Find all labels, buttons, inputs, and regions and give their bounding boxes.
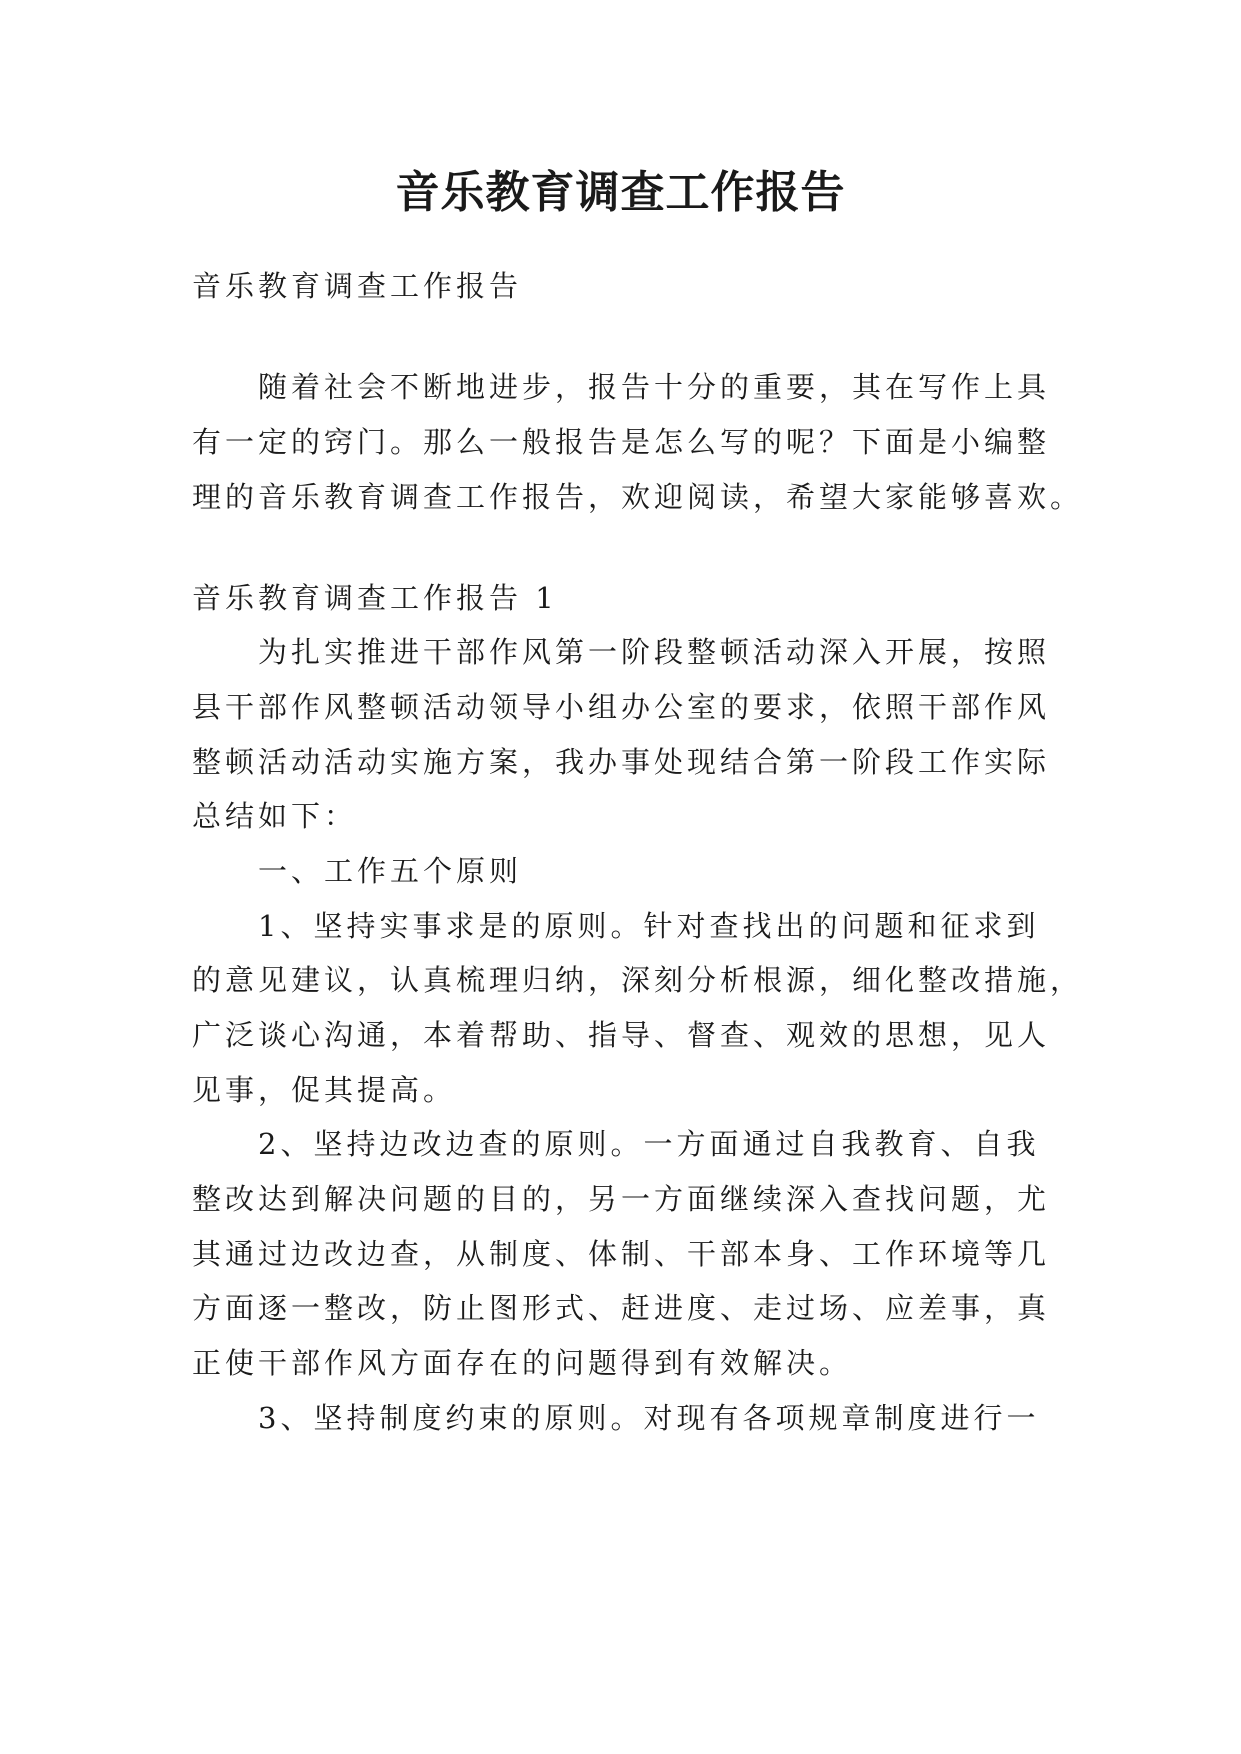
principle1-line-4: 见事，促其提高。 xyxy=(192,1073,457,1107)
para1-line-1: 为扎实推进干部作风第一阶段整顿活动深入开展，按照 xyxy=(192,635,1051,669)
principle1-line-1: 1、坚持实事求是的原则。针对查找出的问题和征求到 xyxy=(192,909,1040,943)
intro-line-2: 有一定的窍门。那么一般报告是怎么写的呢？下面是小编整 xyxy=(192,425,1051,459)
principle2-line-4: 方面逐一整改，防止图形式、赶进度、走过场、应差事，真 xyxy=(192,1291,1051,1325)
principle3-line-1: 3、坚持制度约束的原则。对现有各项规章制度进行一 xyxy=(192,1401,1040,1435)
document-subtitle: 音乐教育调查工作报告 xyxy=(192,269,523,303)
document-title: 音乐教育调查工作报告 xyxy=(395,167,846,218)
para1-line-4: 总结如下： xyxy=(192,799,358,833)
principle1-line-2: 的意见建议，认真梳理归纳，深刻分析根源，细化整改措施， xyxy=(192,963,1084,997)
principle1-line-3: 广泛谈心沟通，本着帮助、指导、督查、观效的思想，见人 xyxy=(192,1018,1051,1052)
para1-line-2: 县干部作风整顿活动领导小组办公室的要求，依照干部作风 xyxy=(192,690,1051,724)
principle2-line-1: 2、坚持边改边查的原则。一方面通过自我教育、自我 xyxy=(192,1127,1040,1161)
intro-line-3: 理的音乐教育调查工作报告，欢迎阅读，希望大家能够喜欢。 xyxy=(192,480,1084,514)
principles-heading: 一、工作五个原则 xyxy=(192,854,523,888)
intro-line-1: 随着社会不断地进步，报告十分的重要，其在写作上具 xyxy=(192,370,1051,404)
para1-line-3: 整顿活动活动实施方案，我办事处现结合第一阶段工作实际 xyxy=(192,745,1051,779)
principle2-line-2: 整改达到解决问题的目的，另一方面继续深入查找问题，尤 xyxy=(192,1182,1051,1216)
section-heading: 音乐教育调查工作报告 1 xyxy=(192,581,558,615)
principle2-line-3: 其通过边改边查，从制度、体制、干部本身、工作环境等几 xyxy=(192,1237,1051,1271)
principle2-line-5: 正使干部作风方面存在的问题得到有效解决。 xyxy=(192,1346,853,1380)
